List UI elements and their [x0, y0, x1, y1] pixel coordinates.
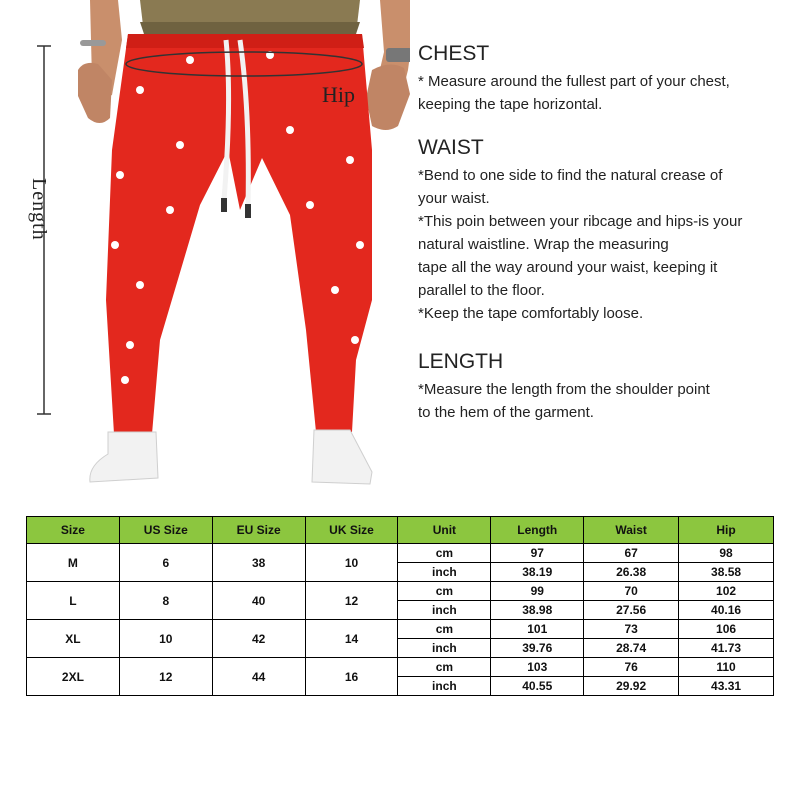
hip-measure-label: Hip	[322, 82, 355, 107]
cell-hip: 38.58	[679, 563, 774, 582]
cell-size: XL	[27, 620, 120, 658]
cell-unit: cm	[398, 544, 491, 563]
header-us-size: US Size	[119, 517, 212, 544]
cell-size: L	[27, 582, 120, 620]
cell-waist: 26.38	[584, 563, 679, 582]
waist-line: natural waistline. Wrap the measuring	[418, 236, 669, 253]
cell-size: M	[27, 544, 120, 582]
cell-length: 103	[491, 658, 584, 677]
cell-unit: cm	[398, 582, 491, 601]
cell-length: 38.98	[491, 601, 584, 620]
length-line: to the hem of the garment.	[418, 404, 594, 421]
cell-uk-size: 12	[305, 582, 398, 620]
pants-illustration	[0, 0, 410, 490]
cell-uk-size: 16	[305, 658, 398, 696]
cell-length: 101	[491, 620, 584, 639]
waist-line: *This poin between your ribcage and hips-is your	[418, 213, 743, 230]
cell-hip: 102	[679, 582, 774, 601]
header-size: Size	[27, 517, 120, 544]
cell-waist: 67	[584, 544, 679, 563]
header-unit: Unit	[398, 517, 491, 544]
table-row	[27, 582, 774, 601]
cell-length: 97	[491, 544, 584, 563]
waist-line: tape all the way around your waist, keeping it	[418, 259, 718, 276]
table-header-row	[27, 517, 774, 544]
length-guide	[418, 350, 798, 424]
cell-waist: 76	[584, 658, 679, 677]
cell-eu-size: 40	[212, 582, 305, 620]
cell-unit: inch	[398, 601, 491, 620]
length-line: *Measure the length from the shoulder point	[418, 381, 710, 398]
cell-unit: cm	[398, 620, 491, 639]
cell-eu-size: 42	[212, 620, 305, 658]
size-chart-table	[26, 516, 774, 696]
chest-title: CHEST	[418, 42, 490, 65]
header-eu-size: EU Size	[212, 517, 305, 544]
waist-line: your waist.	[418, 190, 490, 207]
cell-hip: 98	[679, 544, 774, 563]
cell-waist: 28.74	[584, 639, 679, 658]
cell-unit: inch	[398, 563, 491, 582]
waist-title: WAIST	[418, 136, 484, 159]
cell-unit: inch	[398, 677, 491, 696]
length-title: LENGTH	[418, 350, 504, 373]
header-uk-size: UK Size	[305, 517, 398, 544]
cell-waist: 27.56	[584, 601, 679, 620]
cell-unit: inch	[398, 639, 491, 658]
cell-uk-size: 14	[305, 620, 398, 658]
chest-guide	[418, 42, 798, 116]
cell-waist: 73	[584, 620, 679, 639]
waist-guide	[418, 136, 798, 325]
waist-line: *Bend to one side to find the natural crease of	[418, 167, 723, 184]
header-waist: Waist	[584, 517, 679, 544]
cell-us-size: 6	[119, 544, 212, 582]
cell-waist: 70	[584, 582, 679, 601]
table-row	[27, 544, 774, 563]
cell-unit: cm	[398, 658, 491, 677]
chest-line: keeping the tape horizontal.	[418, 96, 603, 113]
cell-eu-size: 44	[212, 658, 305, 696]
cell-hip: 106	[679, 620, 774, 639]
cell-hip: 41.73	[679, 639, 774, 658]
cell-hip: 110	[679, 658, 774, 677]
cell-hip: 43.31	[679, 677, 774, 696]
cell-us-size: 12	[119, 658, 212, 696]
cell-waist: 29.92	[584, 677, 679, 696]
cell-length: 39.76	[491, 639, 584, 658]
header-hip: Hip	[679, 517, 774, 544]
cell-eu-size: 38	[212, 544, 305, 582]
cell-hip: 40.16	[679, 601, 774, 620]
product-photo	[0, 0, 410, 490]
table-row	[27, 658, 774, 677]
waist-line: *Keep the tape comfortably loose.	[418, 305, 644, 322]
cell-uk-size: 10	[305, 544, 398, 582]
cell-length: 99	[491, 582, 584, 601]
table-row	[27, 620, 774, 639]
length-measure-label: Length	[28, 178, 50, 241]
cell-length: 38.19	[491, 563, 584, 582]
cell-us-size: 8	[119, 582, 212, 620]
header-length: Length	[491, 517, 584, 544]
cell-length: 40.55	[491, 677, 584, 696]
cell-us-size: 10	[119, 620, 212, 658]
waist-line: parallel to the floor.	[418, 282, 545, 299]
cell-size: 2XL	[27, 658, 120, 696]
chest-line: * Measure around the fullest part of your chest,	[418, 73, 730, 90]
